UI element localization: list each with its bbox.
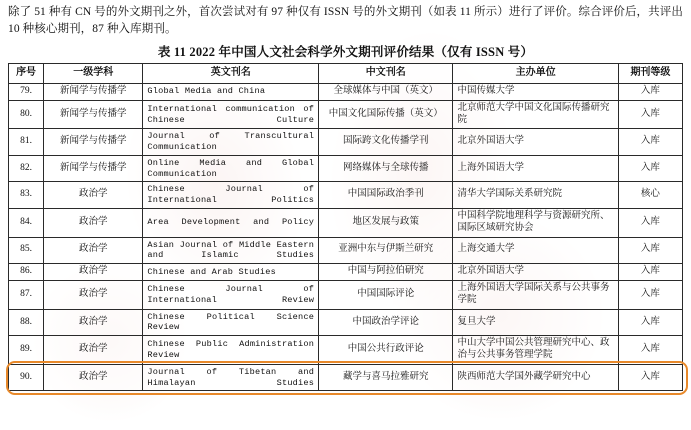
- cell-chinese-title: 地区发展与政策: [319, 208, 453, 237]
- table-row: [9, 280, 683, 309]
- intro-paragraph: 除了 51 种有 CN 号的外文期刊之外，首次尝试对有 97 种仅有 ISSN 号的外文期刊（如表 11 所示）进行了评价。综合评价后，共评出 10 种核心期刊，87 种入库期刊。: [8, 6, 683, 35]
- cell-discipline: 政治学: [44, 264, 143, 281]
- cell-chinese-title: 中国与阿拉伯研究: [319, 264, 453, 281]
- journal-evaluation-table: [8, 63, 683, 391]
- table-row: [9, 182, 683, 208]
- table-row: [9, 237, 683, 263]
- table-row: [9, 100, 683, 129]
- cell-discipline: 新闻学与传播学: [44, 100, 143, 129]
- table-caption: 表 11 2022 年中国人文社会科学外文期刊评价结果（仅有 ISSN 号）: [157, 45, 534, 60]
- cell-chinese-title: 中国公共行政评论: [319, 336, 453, 365]
- cell-chinese-title: 亚洲中东与伊斯兰研究: [319, 237, 453, 263]
- cell-no: 89.: [9, 336, 44, 365]
- cell-organizer: 复旦大学: [453, 309, 618, 335]
- column-header-organizer: 主办单位: [453, 64, 618, 84]
- cell-grade: 入库: [618, 129, 682, 155]
- cell-chinese-title: 中国政治学评论: [319, 309, 453, 335]
- table-row: [9, 129, 683, 155]
- cell-chinese-title: 藏学与喜马拉雅研究: [319, 364, 453, 390]
- cell-chinese-title: 网络媒体与全球传播: [319, 155, 453, 181]
- cell-english-title: Online Media and Global Communication: [143, 155, 319, 181]
- table-row: [9, 364, 683, 390]
- cell-organizer: 北京师范大学中国文化国际传播研究院: [453, 100, 618, 129]
- cell-discipline: 政治学: [44, 336, 143, 365]
- cell-no: 79.: [9, 83, 44, 100]
- column-header-discipline: 一级学科: [44, 64, 143, 84]
- cell-chinese-title: 国际跨文化传播学刊: [319, 129, 453, 155]
- table-row: [9, 83, 683, 100]
- column-header-english-title: 英文刊名: [143, 64, 319, 84]
- cell-english-title: Global Media and China: [143, 83, 319, 100]
- cell-english-title: International communication of Chinese Culture: [143, 100, 319, 129]
- table-row: [9, 155, 683, 181]
- cell-discipline: 新闻学与传播学: [44, 129, 143, 155]
- cell-english-title: Journal of Transcultural Communication: [143, 129, 319, 155]
- document-content: [8, 4, 683, 391]
- cell-grade: 入库: [618, 264, 682, 281]
- cell-english-title: Chinese Journal of International Review: [143, 280, 319, 309]
- cell-grade: 入库: [618, 237, 682, 263]
- cell-organizer: 陕西师范大学国外藏学研究中心: [453, 364, 618, 390]
- cell-chinese-title: 中国文化国际传播（英文）: [319, 100, 453, 129]
- cell-organizer: 上海交通大学: [453, 237, 618, 263]
- cell-discipline: 新闻学与传播学: [44, 155, 143, 181]
- cell-organizer: 清华大学国际关系研究院: [453, 182, 618, 208]
- cell-discipline: 政治学: [44, 309, 143, 335]
- cell-grade: 入库: [618, 83, 682, 100]
- column-header-no: 序号: [9, 64, 44, 84]
- cell-grade: 入库: [618, 100, 682, 129]
- cell-organizer: 上海外国语大学: [453, 155, 618, 181]
- cell-organizer: 中国科学院地理科学与资源研究所、国际区域研究协会: [453, 208, 618, 237]
- cell-discipline: 政治学: [44, 208, 143, 237]
- column-header-chinese-title: 中文刊名: [319, 64, 453, 84]
- cell-grade: 入库: [618, 336, 682, 365]
- cell-grade: 入库: [618, 155, 682, 181]
- cell-grade: 入库: [618, 208, 682, 237]
- cell-english-title: Asian Journal of Middle Eastern and Islamic Studies: [143, 237, 319, 263]
- cell-english-title: Area Development and Policy: [143, 208, 319, 237]
- cell-organizer: 中国传媒大学: [453, 83, 618, 100]
- cell-discipline: 政治学: [44, 237, 143, 263]
- table-row: [9, 264, 683, 281]
- cell-grade: 入库: [618, 309, 682, 335]
- cell-english-title: Chinese Public Administration Review: [143, 336, 319, 365]
- cell-english-title: Journal of Tibetan and Himalayan Studies: [143, 364, 319, 390]
- cell-no: 81.: [9, 129, 44, 155]
- cell-no: 84.: [9, 208, 44, 237]
- cell-no: 90.: [9, 364, 44, 390]
- cell-no: 83.: [9, 182, 44, 208]
- cell-no: 82.: [9, 155, 44, 181]
- cell-organizer: 上海外国语大学国际关系与公共事务学院: [453, 280, 618, 309]
- cell-english-title: Chinese Political Science Review: [143, 309, 319, 335]
- cell-english-title: Chinese and Arab Studies: [143, 264, 319, 281]
- cell-no: 85.: [9, 237, 44, 263]
- cell-discipline: 政治学: [44, 364, 143, 390]
- table-body: [9, 83, 683, 391]
- cell-no: 86.: [9, 264, 44, 281]
- cell-chinese-title: 中国国际评论: [319, 280, 453, 309]
- cell-organizer: 中山大学中国公共管理研究中心、政治与公共事务管理学院: [453, 336, 618, 365]
- cell-no: 88.: [9, 309, 44, 335]
- cell-discipline: 新闻学与传播学: [44, 83, 143, 100]
- cell-no: 80.: [9, 100, 44, 129]
- cell-organizer: 北京外国语大学: [453, 129, 618, 155]
- cell-grade: 入库: [618, 280, 682, 309]
- cell-english-title: Chinese Journal of International Politics: [143, 182, 319, 208]
- cell-organizer: 北京外国语大学: [453, 264, 618, 281]
- cell-chinese-title: 中国国际政治季刊: [319, 182, 453, 208]
- table-row: [9, 309, 683, 335]
- cell-discipline: 政治学: [44, 182, 143, 208]
- column-header-grade: 期刊等级: [618, 64, 682, 84]
- table-header-row: [9, 64, 683, 84]
- cell-discipline: 政治学: [44, 280, 143, 309]
- cell-no: 87.: [9, 280, 44, 309]
- table-row: [9, 336, 683, 365]
- cell-grade: 核心: [618, 182, 682, 208]
- table-row: [9, 208, 683, 237]
- cell-grade: 入库: [618, 364, 682, 390]
- cell-chinese-title: 全球媒体与中国（英文）: [319, 83, 453, 100]
